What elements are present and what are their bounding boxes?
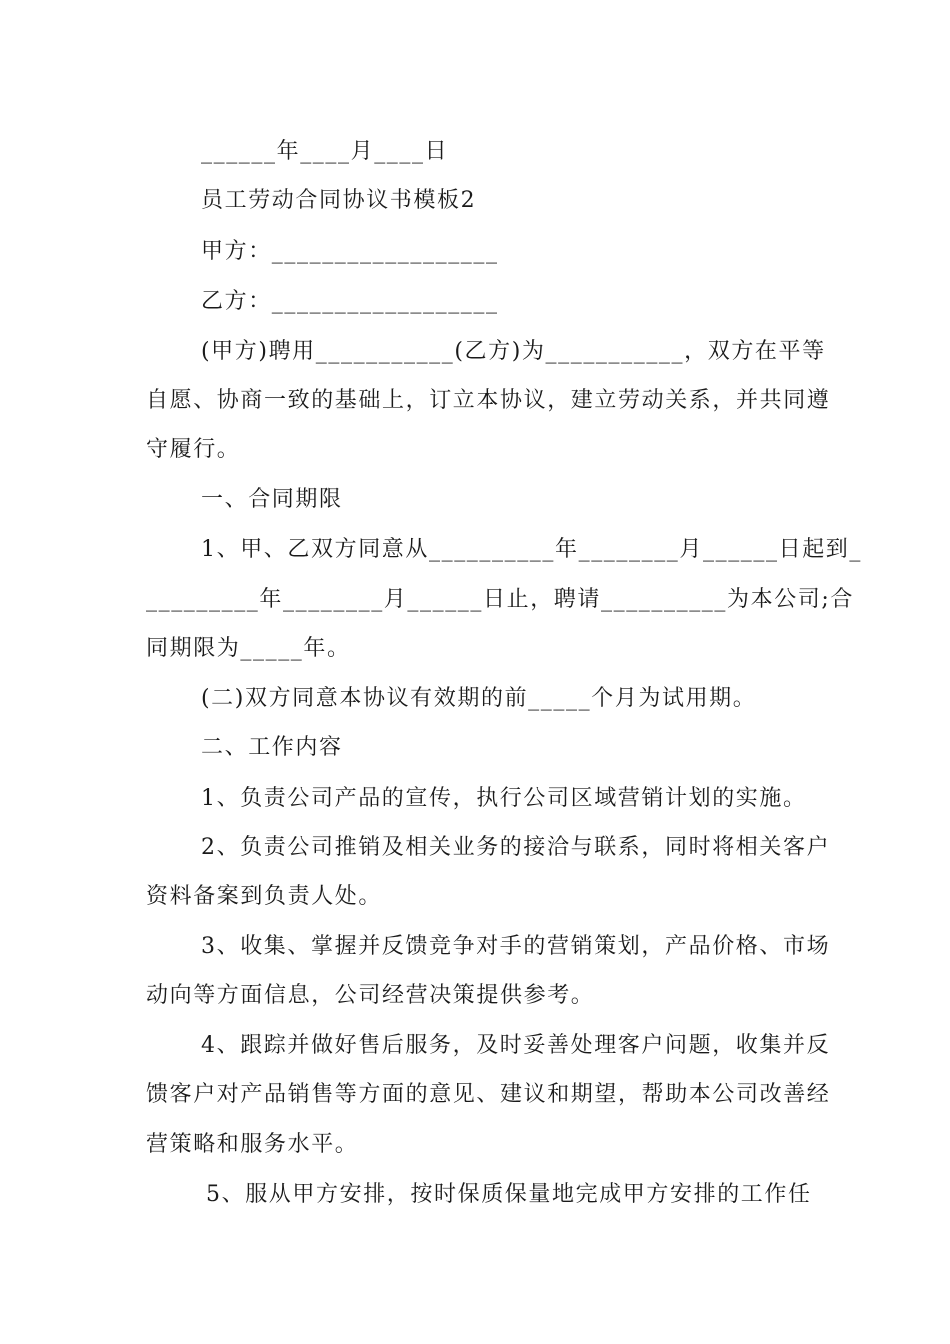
paragraph-line: 1、负责公司产品的宣传，执行公司区域营销计划的实施。 (201, 786, 807, 811)
party-a-line: 甲方：__________________ (201, 239, 499, 264)
paragraph-line: 资料备案到负责人处。 (146, 884, 383, 909)
paragraph-line: 馈客户对产品销售等方面的意见、建议和期望，帮助本公司改善经 (146, 1082, 831, 1107)
paragraph-line: _________年________月______日止，聘请__________为本公司;合 (146, 587, 855, 612)
section-heading: 二、工作内容 (201, 735, 343, 760)
paragraph-line: 3、收集、掌握并反馈竞争对手的营销策划，产品价格、市场 (201, 934, 831, 959)
paragraph-line: 1、甲、乙双方同意从__________年________月______日起到_ (201, 537, 862, 562)
paragraph-line: (二)双方同意本协议有效期的前_____个月为试用期。 (201, 686, 757, 711)
party-b-line: 乙方：__________________ (201, 289, 499, 314)
paragraph-line: 4、跟踪并做好售后服务，及时妥善处理客户问题，收集并反 (201, 1033, 831, 1058)
date-line: ______年____月____日 (201, 139, 449, 164)
paragraph-line: 同期限为_____年。 (146, 636, 351, 661)
paragraph-line: 自愿、协商一致的基础上，订立本协议，建立劳动关系，并共同遵 (146, 388, 831, 413)
paragraph-line: 2、负责公司推销及相关业务的接洽与联系，同时将相关客户 (201, 835, 831, 860)
paragraph-line: (甲方)聘用___________(乙方)为___________，双方在平等 (201, 339, 826, 364)
document-title: 员工劳动合同协议书模板2 (201, 188, 477, 213)
section-heading: 一、合同期限 (201, 487, 343, 512)
paragraph-line: 动向等方面信息，公司经营决策提供参考。 (146, 983, 595, 1008)
paragraph-line: 5、服从甲方安排，按时保质保量地完成甲方安排的工作任 (206, 1182, 812, 1207)
paragraph-line: 守履行。 (146, 437, 241, 462)
paragraph-line: 营策略和服务水平。 (146, 1132, 359, 1157)
